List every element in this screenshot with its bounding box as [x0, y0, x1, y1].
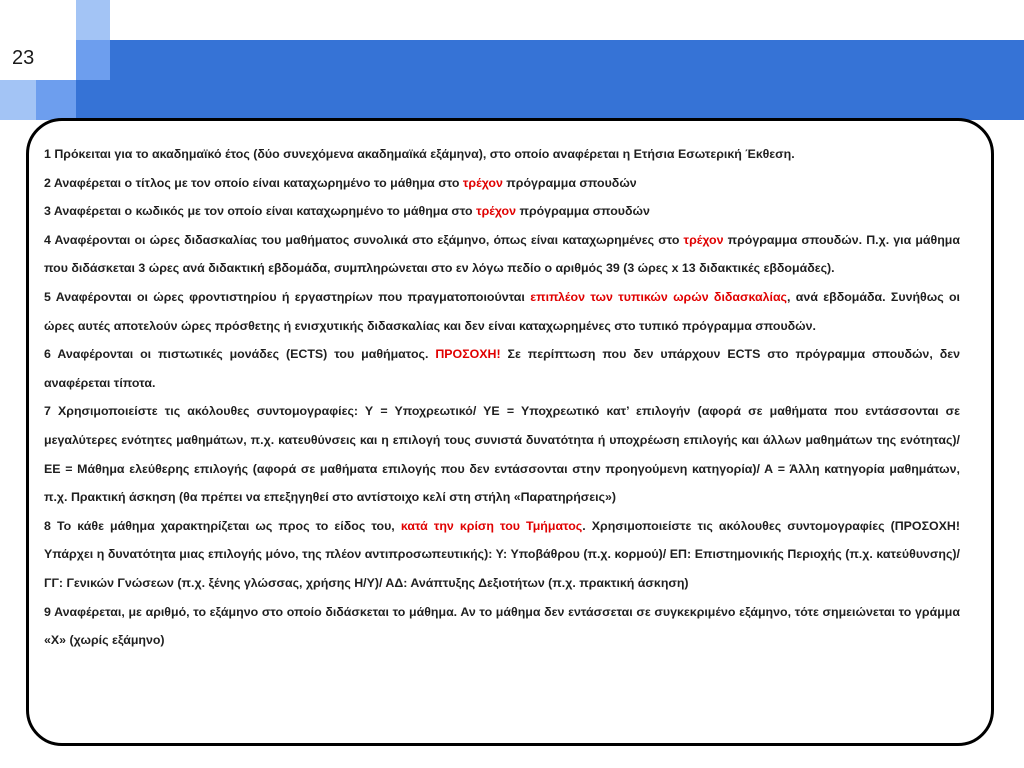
footnote-3: 3 Αναφέρεται ο κωδικός με τον οποίο είναι καταχωρημένο το μάθημα στο τρέχον πρόγραμμα σπουδών	[44, 204, 650, 219]
footnote-8: 8 Το κάθε μάθημα χαρακτηρίζεται ως προς το είδος του, κατά την κρίση του Τμήματος. Χρησιμοποιείστε τις ακόλουθες συντομογραφίες (ΠΡΟΣΟΧΗ! Υπάρχει η δυνατότητα μιας επιλογής μόνο, της πλέον αντιπροσωπευτικής): Υ: Υποβάθρου (π.χ. κορμού)/ ΕΠ: Επιστημονικής Περιοχής (π.χ. κατεύθυνσης)/ ΓΓ: Γενικών Γνώσεων (π.χ. ξένης γλώσσας, χρήσης Η/Υ)/ ΑΔ: Ανάπτυξης Δεξιοτήτων (π.χ. πρακτική άσκηση)	[44, 518, 960, 590]
highlight-text: επιπλέον των τυπικών ωρών διδασκαλίας	[530, 289, 788, 304]
decor-square	[36, 80, 76, 120]
footnote-7: 7 Χρησιμοποιείστε τις ακόλουθες συντομογραφίες: Υ = Υποχρεωτικό/ ΥΕ = Υποχρεωτικό κατ’ επιλογήν (αφορά σε μαθήματα που εντάσσονται σε μεγαλύτερες ενότητες μαθημάτων, π.χ. κατευθύνσεις και η επιλογή τους συνιστά δυνατότητα ή υποχρέωση επιλογής και άλλων μαθημάτων της ενότητας)/ ΕΕ = Μάθημα ελεύθερης επιλογής (αφορά σε μαθήματα επιλογής που δεν εντάσσονται στην προηγούμενη κατηγορία)/ Α = Άλλη κατηγορία μαθημάτων, π.χ. Πρακτική άσκηση (θα πρέπει να επεξηγηθεί στο αντίστοιχο κελί στη στήλη «Παρατηρήσεις»)	[44, 404, 960, 505]
footnotes-list	[44, 140, 960, 655]
highlight-text: τρέχον	[683, 232, 724, 247]
highlight-text: τρέχον	[476, 204, 517, 219]
decor-square	[76, 40, 110, 80]
footnote-9: 9 Αναφέρεται, με αριθμό, το εξάμηνο στο οποίο διδάσκεται το μάθημα. Αν το μάθημα δεν εντάσσεται σε συγκεκριμένο εξάμηνο, τότε σημειώνεται το γράμμα «Χ» (χωρίς εξάμηνο)	[44, 604, 960, 648]
decor-square	[0, 80, 36, 120]
highlight-text: κατά την κρίση του Τμήματος	[400, 518, 583, 533]
footnote-2: 2 Αναφέρεται ο τίτλος με τον οποίο είναι καταχωρημένο το μάθημα στο τρέχον πρόγραμμα σπουδών	[44, 175, 637, 190]
footnote-5: 5 Αναφέρονται οι ώρες φροντιστηρίου ή εργαστηρίων που πραγματοποιούνται επιπλέον των τυπικών ωρών διδασκαλίας, ανά εβδομάδα. Συνήθως οι ώρες αυτές αποτελούν ώρες πρόσθετης ή ενισχυτικής διδασκαλίας και δεν είναι καταχωρημένες στο τυπικό πρόγραμμα σπουδών.	[44, 289, 960, 333]
highlight-text: ΠΡΟΣΟΧΗ!	[435, 347, 501, 362]
highlight-text: τρέχον	[462, 175, 503, 190]
page-number: 23	[12, 47, 35, 69]
header-bar	[0, 40, 1024, 120]
decor-square	[76, 80, 110, 120]
footnote-1: 1 Πρόκειται για το ακαδημαϊκό έτος (δύο συνεχόμενα ακαδημαϊκά εξάμηνα), στο οποίο αναφέρεται η Ετήσια Εσωτερική Έκθεση.	[44, 147, 795, 161]
footnote-4: 4 Αναφέρονται οι ώρες διδασκαλίας του μαθήματος συνολικά στο εξάμηνο, όπως είναι καταχωρημένες στο τρέχον πρόγραμμα σπουδών. Π.χ. για μάθημα που διδάσκεται 3 ώρες ανά διδακτική εβδομάδα, συμπληρώνεται στο εν λόγω πεδίο ο αριθμός 39 (3 ώρες x 13 διδακτικές εβδομάδες).	[44, 232, 960, 276]
footnote-6: 6 Αναφέρονται οι πιστωτικές μονάδες (ECTS) του μαθήματος. ΠΡΟΣΟΧΗ! Σε περίπτωση που δεν υπάρχουν ECTS στο πρόγραμμα σπουδών, δεν αναφέρεται τίποτα.	[44, 347, 960, 390]
decor-square	[76, 0, 110, 40]
